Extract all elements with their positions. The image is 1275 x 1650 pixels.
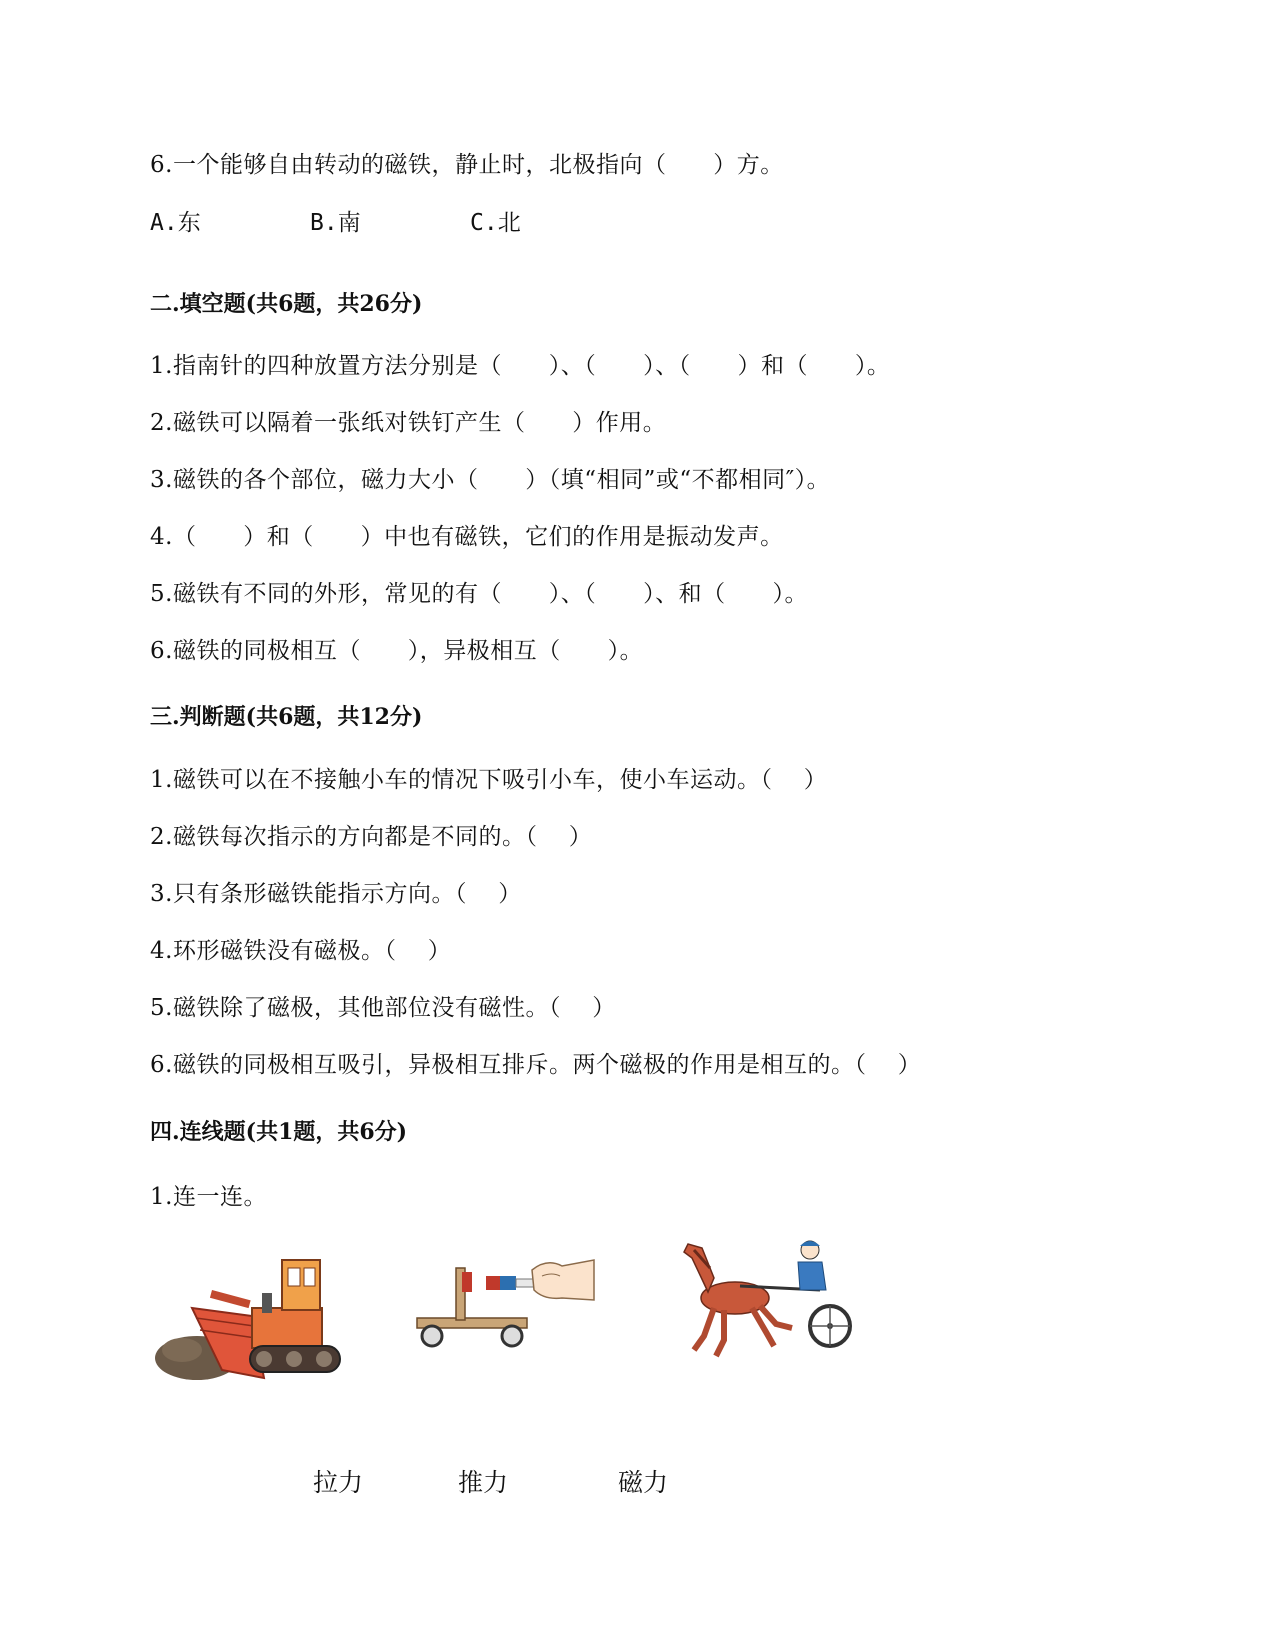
force-label-magnetic: 磁力	[618, 1468, 669, 1497]
fill-question-4: 4.（ ）和（ ）中也有磁铁，它们的作用是振动发声。	[150, 524, 784, 550]
fill-question-1: 1.指南针的四种放置方法分别是（ ）、（ ）、（ ）和（ ）。	[150, 353, 891, 379]
bulldozer-icon	[152, 1238, 352, 1398]
fill-question-6: 6.磁铁的同极相互（ ），异极相互（ ）。	[150, 638, 644, 664]
fill-question-5: 5.磁铁有不同的外形，常见的有（ ）、（ ）、和（ ）。	[150, 581, 809, 607]
fill-question-3: 3.磁铁的各个部位，磁力大小（ ）（填“相同”或“不都相同″）。	[150, 467, 831, 493]
magnet-cart-icon	[412, 1248, 602, 1368]
judge-question-1: 1.磁铁可以在不接触小车的情况下吸引小车，使小车运动。（ ）	[150, 767, 828, 793]
option-a: A.东	[150, 210, 201, 236]
fill-question-2: 2.磁铁可以隔着一张纸对铁钉产生（ ）作用。	[150, 410, 667, 436]
horse-cart-icon	[680, 1228, 860, 1378]
judge-question-6: 6.磁铁的同极相互吸引，异极相互排斥。两个磁极的作用是相互的。（ ）	[150, 1052, 922, 1078]
judge-question-2: 2.磁铁每次指示的方向都是不同的。（ ）	[150, 824, 593, 850]
section-4-title: 四.连线题(共1题，共6分)	[150, 1119, 408, 1145]
judge-question-4: 4.环形磁铁没有磁极。（ ）	[150, 938, 452, 964]
option-b: B.南	[310, 210, 361, 236]
judge-question-3: 3.只有条形磁铁能指示方向。（ ）	[150, 881, 522, 907]
judge-question-5: 5.磁铁除了磁极，其他部位没有磁性。（ ）	[150, 995, 616, 1021]
match-question-1: 1.连一连。	[150, 1184, 267, 1210]
section-2-title: 二.填空题(共6题，共26分)	[150, 291, 423, 317]
force-label-push: 推力	[458, 1468, 509, 1497]
force-label-pull: 拉力	[313, 1468, 364, 1497]
section-3-title: 三.判断题(共6题，共12分)	[150, 704, 423, 730]
question-6-stem: 6.一个能够自由转动的磁铁，静止时，北极指向（ ）方。	[150, 152, 784, 178]
option-c: C.北	[470, 210, 521, 236]
